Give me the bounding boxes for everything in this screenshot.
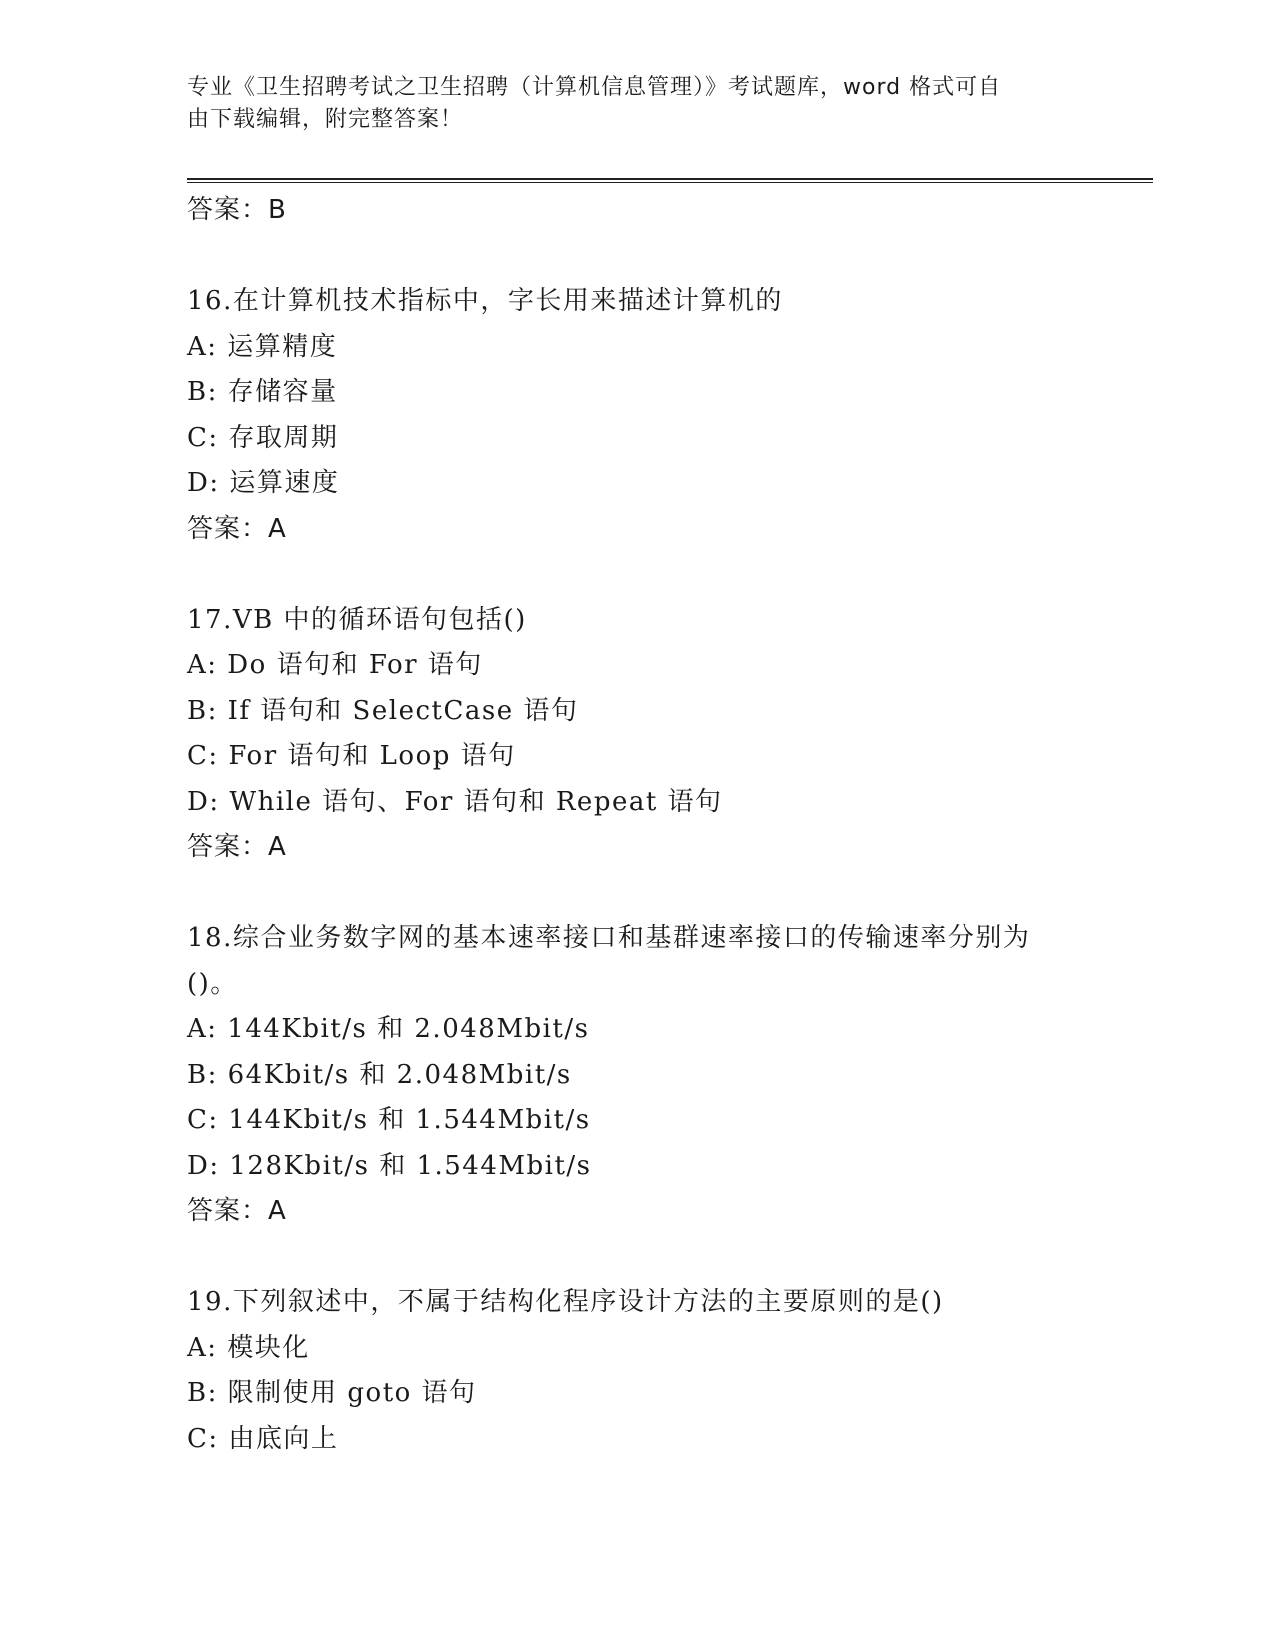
question-stem-line-1: 18.综合业务数字网的基本速率接口和基群速率接口的传输速率分别为 (187, 923, 1031, 953)
option-b: B: 存储容量 (187, 377, 338, 407)
question-18 (187, 916, 1147, 1235)
header-line-2: 由下载编辑，附完整答案！ (187, 107, 464, 132)
question-16 (187, 279, 1147, 552)
option-a: A: 模块化 (187, 1332, 310, 1363)
option-b: B: 64Kbit/s 和 2.048Mbit/s (187, 1059, 572, 1090)
document-header (187, 72, 1067, 136)
header-line-1: 专业《卫生招聘考试之卫生招聘（计算机信息管理）》考试题库，word 格式可自 (187, 75, 1002, 100)
answer-line: 答案：A (187, 832, 287, 862)
question-stem: 19.下列叙述中，不属于结构化程序设计方法的主要原则的是() (187, 1287, 944, 1317)
option-c: C: 144Kbit/s 和 1.544Mbit/s (187, 1105, 591, 1135)
answer-line: 答案：A (187, 513, 287, 544)
question-17 (187, 598, 1147, 871)
option-c: C: 存取周期 (187, 422, 339, 453)
question-19 (187, 1280, 1147, 1462)
option-c: C: 由底向上 (187, 1423, 339, 1454)
question-stem: 16.在计算机技术指标中，字长用来描述计算机的 (187, 286, 783, 316)
option-d: D: While 语句、For 语句和 Repeat 语句 (187, 786, 723, 817)
option-a: A: 144Kbit/s 和 2.048Mbit/s (187, 1014, 590, 1044)
answer-line: 答案：A (187, 1196, 287, 1226)
question-stem-line-2: ()。 (187, 968, 238, 999)
option-a: A: Do 语句和 For 语句 (187, 650, 483, 680)
question-list (187, 188, 1147, 1462)
option-b: B: If 语句和 SelectCase 语句 (187, 695, 579, 726)
question-stem: 17.VB 中的循环语句包括() (187, 604, 527, 635)
option-c: C: For 语句和 Loop 语句 (187, 741, 516, 771)
answer-line: 答案：B (187, 195, 287, 225)
option-d: D: 运算速度 (187, 468, 340, 498)
header-divider (187, 178, 1153, 183)
option-b: B: 限制使用 goto 语句 (187, 1378, 477, 1408)
option-d: D: 128Kbit/s 和 1.544Mbit/s (187, 1150, 592, 1181)
option-a: A: 运算精度 (187, 331, 338, 362)
